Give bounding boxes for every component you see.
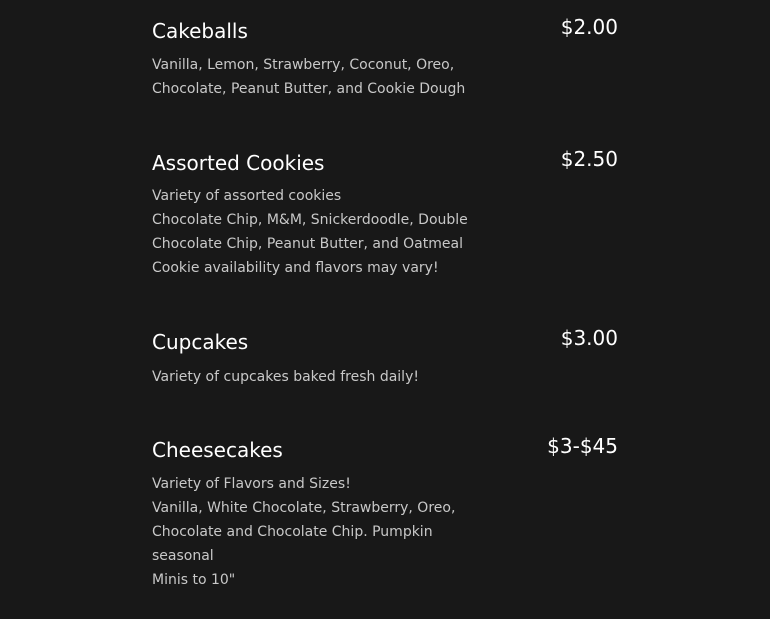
item-name: Cakeballs: [152, 19, 248, 43]
description-line: Variety of assorted cookies: [152, 188, 342, 204]
description-line: Chocolate and Chocolate Chip. Pumpkin: [152, 524, 433, 540]
item-price: $2.50: [560, 147, 618, 171]
item-description: [152, 365, 472, 389]
item-name: Cupcakes: [152, 330, 249, 354]
description-line: Variety of Flavors and Sizes!: [152, 476, 351, 492]
description-line: Vanilla, Lemon, Strawberry, Coconut, Oreo,: [152, 57, 455, 73]
description-line: Chocolate Chip, Peanut Butter, and Oatmeal: [152, 236, 463, 252]
description-line: Chocolate Chip, M&M, Snickerdoodle, Double: [152, 212, 468, 228]
description-line: Vanilla, White Chocolate, Strawberry, Oreo,: [152, 500, 456, 516]
item-price: $3-$45: [547, 434, 618, 458]
item-name: Cheesecakes: [152, 438, 283, 462]
item-description: [152, 184, 472, 280]
item-price: $2.00: [560, 15, 618, 39]
description-line: seasonal: [152, 548, 214, 564]
item-description: [152, 472, 472, 592]
description-line: Variety of cupcakes baked fresh daily!: [152, 369, 419, 385]
description-line: Cookie availability and flavors may vary!: [152, 260, 439, 276]
description-line: Chocolate, Peanut Butter, and Cookie Dough: [152, 81, 466, 97]
description-line: Minis to 10": [152, 572, 236, 588]
item-name: Assorted Cookies: [152, 151, 325, 175]
item-price: $3.00: [560, 326, 618, 350]
item-description: [152, 53, 472, 101]
